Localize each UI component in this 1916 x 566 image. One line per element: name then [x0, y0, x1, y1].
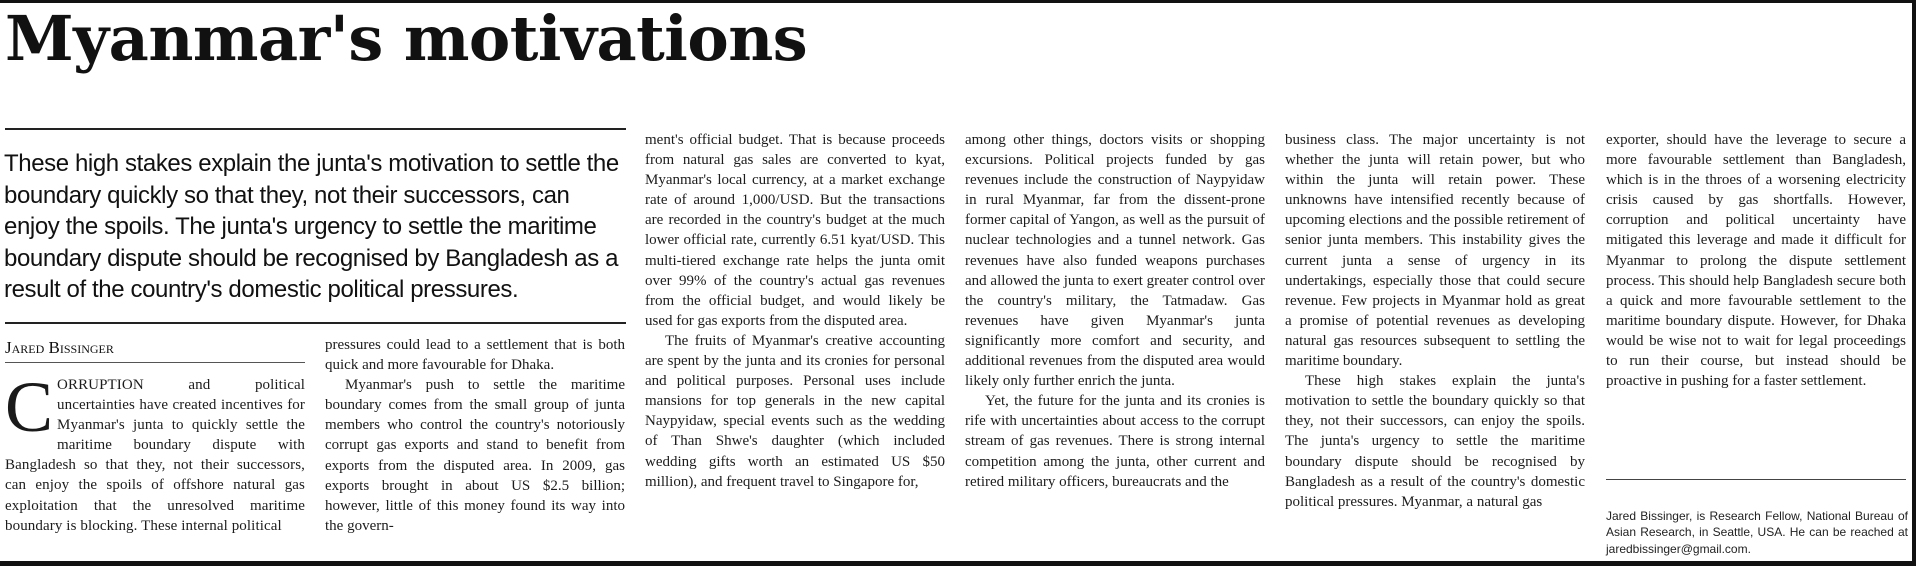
author-bio-rule — [1606, 479, 1906, 480]
article-column-4 — [965, 130, 1265, 561]
byline-rule — [5, 362, 305, 363]
col3-paragraph-1: ment's official budget. That is because proceeds from natural gas sales are converted to kyat, Myanmar's local currency, at a market exchange rate of around 1,000/USD. But the transactions are recorded in the country's budget at the much lower official rate, currently 6.51 kyat/USD. This multi-tiered exchange rate helps the junta omit over 99% of the country's actual gas revenues from the official budget, and would likely be used for gas exports from the disputed area. — [645, 132, 945, 329]
byline-author: Jared Bissinger — [5, 338, 114, 357]
article-column-5 — [1285, 130, 1585, 561]
article-column-3 — [645, 130, 945, 561]
article-headline: Myanmar's motivations — [5, 2, 808, 75]
lead-paragraph: ORRUPTION and political uncertainties have created incentives for Myanmar's junta to quickly settle the maritime boundary dispute with Bangladesh so that they, not their successors, can enjoy the spoils of offshore natural gas exploitation that the unresolved maritime boundary is blocking. These internal political — [5, 377, 305, 534]
col5-paragraph-1: business class. The major uncertainty is not whether the junta will retain power, but who within the junta will retain power. These unknowns have intensified recently because of upcoming elections and the possible retirement of senior junta members. This instability gives the current junta a sense of urgency in its undertakings, especially those that could secure revenue. Few projects in Myanmar hold as great a promise of potential revenues as developing natural gas resources subsequent to settling the maritime boundary. — [1285, 132, 1585, 370]
col2-paragraph-1: pressures could lead to a settlement that is both quick and more favourable for Dhaka. — [325, 337, 625, 374]
pull-quote: These high stakes explain the junta's motivation to settle the boundary quickly so that they, not their successors, can enjoy the spoils. The junta's urgency to settle the maritime boundary dispute should be recognised by Bangladesh as a result of the country's domestic political pressures. — [4, 150, 619, 304]
col5-paragraph-2: These high stakes explain the junta's motivation to settle the boundary quickly so that they, not their successors, can enjoy the spoils. The junta's urgency to settle the maritime boundary dispute should be recognised by Bangladesh as a result of the country's domestic political pressures. Myanmar, a natural gas — [1285, 373, 1585, 510]
pull-quote-top-rule — [5, 128, 626, 130]
col3-paragraph-2: The fruits of Myanmar's creative accounting are spent by the junta and its cronies for personal and political purposes. Personal uses include mansions for top generals in the new capital Naypyidaw, special events such as the wedding of Than Shwe's daughter (which included wedding gifts worth an estimated US $50 million), and frequent travel to Singapore for, — [645, 332, 945, 490]
frame-bottom-border — [0, 561, 1916, 566]
author-bio: Jared Bissinger, is Research Fellow, National Bureau of Asian Research, in Seattle, USA. He can be reached at jaredbissinger@gmail.com. — [1606, 509, 1908, 556]
col2-paragraph-2: Myanmar's push to settle the maritime boundary comes from the small group of junta members who control the country's notoriously corrupt gas exports and stand to benefit from exports from the disputed area. In 2009, gas exports brought in about US $2.5 billion; however, little of this money found its way into the govern- — [325, 377, 625, 534]
article-column-2 — [325, 335, 625, 561]
frame-right-border — [1912, 0, 1916, 566]
col4-paragraph-2: Yet, the future for the junta and its cronies is rife with uncertainties about access to the corrupt stream of gas revenues. There is strong internal competition among the junta, other current and retired military officers, bureaucrats and the — [965, 393, 1265, 490]
pull-quote-bottom-rule — [5, 322, 626, 324]
col4-paragraph-1: among other things, doctors visits or shopping excursions. Political projects funded by gas revenues include the construction of Naypyidaw in rural Myanmar, far from the dissent-prone former capital of Yangon, as well as the pursuit of nuclear technologies and a tunnel network. Gas revenues have also funded weapons purchases and allowed the junta to exert greater control over the country's military, the Tatmadaw. Gas revenues have given Myanmar's junta significantly more comfort and security, and additional revenues from the disputed area would likely only further enrich the junta. — [965, 132, 1265, 390]
article-column-6 — [1606, 130, 1906, 470]
col6-paragraph-1: exporter, should have the leverage to secure a more favourable settlement than Bangladesh, which is in the throes of a worsening electricity crisis caused by gas shortfalls. However, corruption and political uncertainty have mitigated this leverage and made it difficult for Myanmar to prolong the dispute settlement process. This should help Bangladesh secure both a quick and more favourable settlement to the maritime boundary dispute. However, for Dhaka would be wise not to wait for legal proceedings to run their course, but instead should be proactive in pushing for a faster settlement. — [1606, 132, 1906, 390]
drop-cap: C — [5, 375, 54, 447]
article-column-1 — [5, 375, 305, 561]
byline — [5, 338, 305, 358]
